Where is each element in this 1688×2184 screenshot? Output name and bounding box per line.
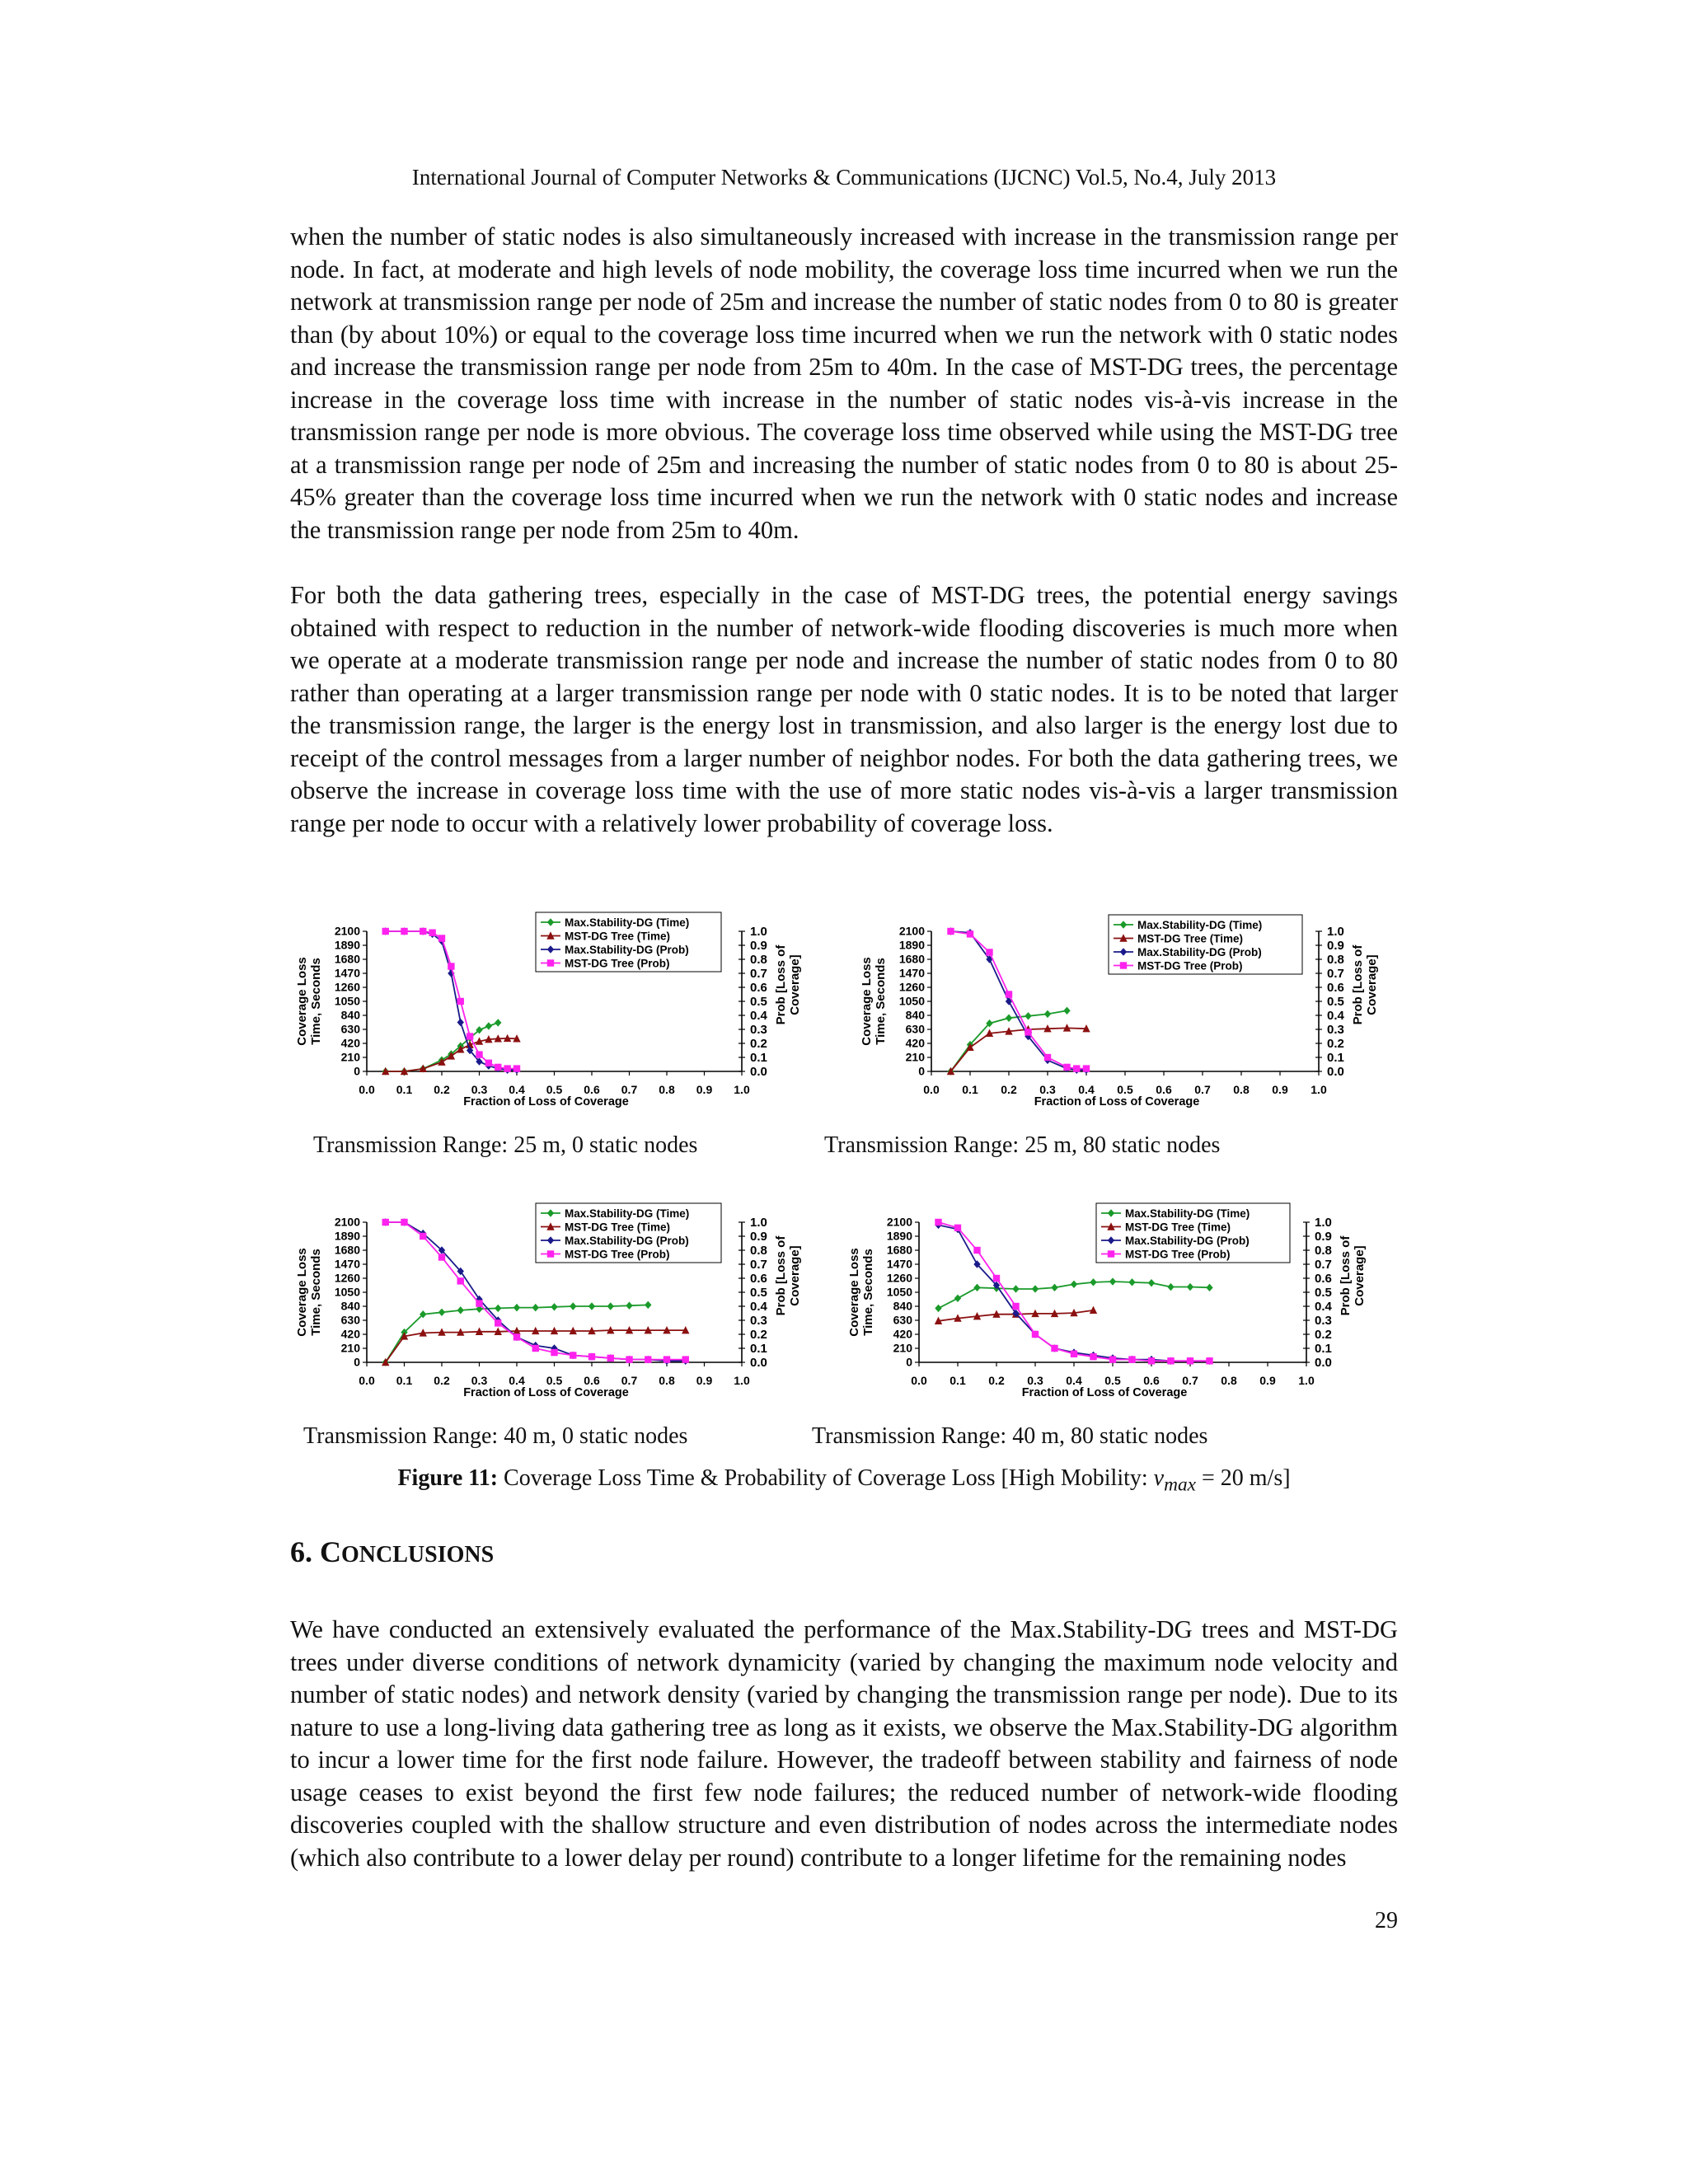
data-point <box>626 1356 632 1362</box>
data-point <box>457 1019 464 1026</box>
y-axis-label: Coverage Loss <box>847 1248 861 1337</box>
x-tick-label: 0.8 <box>659 1083 675 1096</box>
x-axis-label: Fraction of Loss of Coverage <box>463 1095 629 1108</box>
y2-tick-label: 0.6 <box>1315 1272 1332 1286</box>
series-1 <box>382 1019 502 1075</box>
series-1 <box>935 1277 1212 1312</box>
y-tick-label: 2100 <box>886 1215 912 1229</box>
y2-tick-label: 0.2 <box>750 1328 767 1342</box>
data-point <box>1012 1285 1019 1292</box>
y2-tick-label: 0.5 <box>1315 1286 1332 1300</box>
y2-tick-label: 0.7 <box>1315 1258 1332 1272</box>
data-point <box>935 1305 941 1312</box>
series-line <box>386 931 517 1070</box>
data-point <box>1051 1284 1057 1291</box>
series-line <box>386 931 517 1069</box>
data-point <box>495 1064 501 1071</box>
y-tick-label: 1890 <box>334 1229 360 1243</box>
data-point <box>532 1345 539 1352</box>
y-tick-label: 210 <box>893 1341 912 1355</box>
data-point <box>401 1219 407 1226</box>
y-tick-label: 630 <box>905 1022 925 1036</box>
y-tick-label: 1680 <box>334 952 360 966</box>
x-tick-label: 0.2 <box>434 1374 450 1387</box>
data-point <box>476 1300 482 1306</box>
y2-tick-label: 0.3 <box>750 1314 767 1328</box>
x-tick-label: 0.0 <box>911 1374 927 1387</box>
x-tick-label: 0.7 <box>1194 1083 1211 1096</box>
x-tick-label: 0.8 <box>659 1374 675 1387</box>
legend-label: MST-DG Tree (Prob) <box>565 1248 670 1261</box>
y-tick-label: 1890 <box>334 938 360 952</box>
legend-label: MST-DG Tree (Time) <box>1137 932 1244 945</box>
chart-caption-2: Transmission Range: 25 m, 80 static nodes <box>824 1132 1221 1158</box>
chart-25m-80-static <box>857 911 1401 1125</box>
y2-tick-label: 0.8 <box>750 1244 767 1258</box>
data-point <box>457 1306 464 1314</box>
y2-tick-label: 0.5 <box>750 1286 767 1300</box>
x-tick-label: 0.3 <box>1039 1083 1056 1096</box>
data-point <box>1063 1064 1070 1071</box>
data-point <box>663 1356 670 1362</box>
data-point <box>1044 1010 1051 1018</box>
y2-tick-label: 0.9 <box>1327 939 1344 953</box>
legend-label: MST-DG Tree (Prob) <box>565 957 670 970</box>
y-tick-label: 1050 <box>334 994 360 1008</box>
x-tick-label: 0.8 <box>1233 1083 1250 1096</box>
data-point <box>973 1247 980 1254</box>
legend-label: MST-DG Tree (Time) <box>565 1221 671 1234</box>
data-point <box>935 1219 941 1226</box>
data-point <box>1063 1007 1070 1015</box>
x-tick-label: 0.0 <box>359 1083 375 1096</box>
data-point <box>382 1219 389 1226</box>
legend-label: Max.Stability-DG (Prob) <box>1137 946 1262 958</box>
y-axis-label: Time, Seconds <box>861 1249 875 1336</box>
data-point <box>570 1302 576 1310</box>
data-point <box>645 1301 651 1309</box>
data-point <box>1073 1065 1080 1071</box>
y2-axis-label: Coverage] <box>788 1245 802 1306</box>
y-tick-label: 2100 <box>898 924 925 938</box>
data-point <box>513 1333 520 1340</box>
y-tick-label: 0 <box>906 1355 912 1369</box>
y2-tick-label: 0.6 <box>750 981 767 995</box>
data-point <box>495 1019 501 1026</box>
chart-caption-4: Transmission Range: 40 m, 80 static nodes <box>812 1423 1208 1449</box>
body-paragraph-2: For both the data gathering trees, especially in the case of MST-DG trees, the potential energy savings obtained with respect to reduction in the number of network-wide flooding discoveries is much more when we operate at a moderate transmission range per node and increase the number of static nodes from 0 to 80 rather than operating at a larger transmission range per node with 0 static nodes. It is to be noted that larger the transmission range, the larger is the energy lost in transmission, and also larger is the energy lost due to receipt of the control messages from a larger number of neighbor nodes. For both the data gathering trees, we observe the increase in coverage loss time with the use of more static nodes vis-à-vis a larger transmission range per node to occur with a relatively lower probability of coverage loss. <box>290 581 1398 837</box>
data-point <box>1187 1283 1193 1291</box>
y2-tick-label: 0.0 <box>750 1356 767 1370</box>
section-number: 6. <box>290 1535 320 1568</box>
data-point <box>1206 1357 1212 1364</box>
data-point <box>495 1305 501 1312</box>
y2-axis-label: Coverage] <box>1353 1245 1367 1306</box>
section-first-letter: C <box>320 1535 341 1568</box>
y2-axis-label: Prob [Loss of <box>1351 944 1365 1025</box>
x-tick-label: 1.0 <box>734 1083 750 1096</box>
data-point <box>438 1254 445 1260</box>
x-tick-label: 0.9 <box>1259 1374 1276 1387</box>
data-point <box>1148 1279 1155 1286</box>
y-tick-label: 630 <box>893 1313 912 1327</box>
x-tick-label: 0.0 <box>923 1083 940 1096</box>
data-point <box>1071 1281 1077 1288</box>
y-tick-label: 1470 <box>898 966 925 980</box>
page-number: 29 <box>1375 1908 1398 1933</box>
chart-caption-3: Transmission Range: 40 m, 0 static nodes <box>303 1423 688 1449</box>
data-point <box>551 1303 557 1310</box>
x-tick-label: 0.6 <box>1143 1374 1160 1387</box>
data-point <box>607 1302 614 1310</box>
data-point <box>429 930 435 936</box>
y2-tick-label: 1.0 <box>750 925 767 939</box>
data-point <box>1051 1345 1057 1352</box>
series-3 <box>947 927 1090 1074</box>
y2-axis-label: Prob [Loss of <box>774 944 788 1025</box>
figure-caption <box>0 1465 1688 1497</box>
data-point <box>570 1352 576 1358</box>
data-point <box>1025 1029 1031 1035</box>
legend <box>536 1203 721 1263</box>
data-point <box>438 935 445 941</box>
chart-40m-0-static <box>293 1202 802 1416</box>
y2-tick-label: 0.0 <box>750 1065 767 1079</box>
x-axis-label: Fraction of Loss of Coverage <box>463 1386 629 1399</box>
data-point <box>457 998 464 1005</box>
data-point <box>485 1060 492 1066</box>
data-point <box>1032 1285 1039 1292</box>
legend-label: MST-DG Tree (Prob) <box>1125 1248 1231 1261</box>
x-tick-label: 0.4 <box>1078 1083 1095 1096</box>
x-tick-label: 0.3 <box>1027 1374 1043 1387</box>
figure-caption-subscript: max <box>1164 1474 1196 1496</box>
y2-tick-label: 0.9 <box>750 939 767 953</box>
data-point <box>1006 1015 1012 1022</box>
y-tick-label: 210 <box>340 1050 360 1064</box>
y2-tick-label: 0.5 <box>1327 995 1344 1009</box>
legend <box>1096 1203 1290 1263</box>
y-tick-label: 1890 <box>898 938 925 952</box>
data-point <box>1206 1284 1212 1291</box>
data-point <box>1109 1356 1116 1362</box>
legend-marker <box>1108 1250 1114 1257</box>
chart-25m-0-static <box>293 911 802 1125</box>
y-tick-label: 1470 <box>334 966 360 980</box>
data-point <box>1128 1356 1135 1362</box>
x-tick-label: 0.5 <box>546 1083 563 1096</box>
data-point <box>495 1319 501 1326</box>
data-point <box>967 930 973 937</box>
data-point <box>485 1022 492 1029</box>
y2-tick-label: 0.2 <box>750 1037 767 1051</box>
x-tick-label: 0.4 <box>509 1083 525 1096</box>
data-point <box>1109 1277 1116 1285</box>
data-point <box>645 1356 651 1362</box>
body-paragraph-3: We have conducted an extensively evaluated the performance of the Max.Stability-DG trees and MST-DG trees under diverse conditions of network dynamicity (varied by changing the maximum node velocity and number of static nodes) and network density (varied by changing the transmission range per node). Due to its nature to use a long-living data gathering tree as long as it exists, we observe the Max.Stability-DG algorithm to incur a lower time for the first node failure. However, the tradeoff between stability and fairness of node usage ceases to exist beyond the first few node failures; the reduced number of network-wide flooding discoveries coupled with the shallow structure and even distribution of nodes across the intermediate nodes (which also contribute to a lower delay per round) contribute to a longer lifetime for the remaining nodes <box>290 1615 1398 1872</box>
y2-tick-label: 0.0 <box>1327 1065 1344 1079</box>
y-tick-label: 630 <box>340 1313 360 1327</box>
x-tick-label: 0.9 <box>1272 1083 1288 1096</box>
x-tick-label: 0.2 <box>1001 1083 1017 1096</box>
figure-caption-variable: v <box>1153 1465 1165 1491</box>
y-axis-label: Coverage Loss <box>295 1248 309 1337</box>
y-tick-label: 210 <box>340 1341 360 1355</box>
y-tick-label: 2100 <box>334 1215 360 1229</box>
data-point <box>401 928 407 935</box>
y-tick-label: 1260 <box>886 1271 912 1285</box>
x-tick-label: 0.6 <box>584 1374 600 1387</box>
y2-tick-label: 0.3 <box>750 1023 767 1037</box>
legend-marker <box>1120 962 1127 968</box>
data-point <box>954 1225 961 1231</box>
y2-tick-label: 0.4 <box>1327 1009 1344 1023</box>
y-tick-label: 210 <box>905 1050 925 1064</box>
x-tick-label: 0.4 <box>1066 1374 1082 1387</box>
x-axis-label: Fraction of Loss of Coverage <box>1034 1095 1200 1108</box>
y-tick-label: 1470 <box>334 1257 360 1271</box>
data-point <box>947 928 954 935</box>
y2-tick-label: 0.6 <box>1327 981 1344 995</box>
y-tick-label: 840 <box>893 1299 912 1313</box>
chart-40m-80-static <box>845 1202 1401 1416</box>
y-axis-label: Time, Seconds <box>309 958 323 1045</box>
data-point <box>513 1304 520 1311</box>
y-tick-label: 630 <box>340 1022 360 1036</box>
series-1 <box>947 1007 1070 1076</box>
data-point <box>1148 1357 1155 1364</box>
data-point <box>1128 1278 1135 1286</box>
y2-tick-label: 1.0 <box>1327 925 1344 939</box>
legend-label: Max.Stability-DG (Time) <box>565 916 690 929</box>
y2-tick-label: 0.5 <box>750 995 767 1009</box>
legend <box>536 912 721 972</box>
y-tick-label: 1260 <box>334 1271 360 1285</box>
y2-tick-label: 0.7 <box>750 967 767 981</box>
legend-label: MST-DG Tree (Time) <box>565 930 671 943</box>
x-tick-label: 0.9 <box>696 1083 713 1096</box>
x-tick-label: 0.9 <box>696 1374 713 1387</box>
legend-label: Max.Stability-DG (Time) <box>1125 1207 1250 1220</box>
y2-axis-label: Prob [Loss of <box>774 1235 788 1316</box>
x-tick-label: 0.3 <box>471 1083 488 1096</box>
data-point <box>986 949 992 955</box>
data-point <box>1090 1278 1096 1286</box>
x-tick-label: 0.5 <box>546 1374 563 1387</box>
y-tick-label: 1680 <box>898 952 925 966</box>
x-tick-label: 0.6 <box>584 1083 600 1096</box>
data-point <box>1167 1283 1174 1291</box>
data-point <box>467 1033 473 1039</box>
y2-tick-label: 0.1 <box>1315 1342 1332 1356</box>
x-tick-label: 1.0 <box>734 1374 750 1387</box>
legend-label: Max.Stability-DG (Prob) <box>565 1235 689 1247</box>
data-point <box>973 1284 980 1291</box>
y2-tick-label: 0.7 <box>750 1258 767 1272</box>
y2-tick-label: 0.7 <box>1327 967 1344 981</box>
x-tick-label: 0.1 <box>950 1374 966 1387</box>
legend-label: Max.Stability-DG (Prob) <box>1125 1235 1250 1247</box>
y2-tick-label: 0.1 <box>750 1342 767 1356</box>
x-axis-label: Fraction of Loss of Coverage <box>1021 1386 1188 1399</box>
data-point <box>438 1309 445 1316</box>
figure-caption-text: Coverage Loss Time & Probability of Coverage Loss [High Mobility: <box>498 1465 1154 1491</box>
y2-tick-label: 0.8 <box>1327 953 1344 967</box>
data-point <box>1090 1353 1096 1360</box>
x-tick-label: 0.1 <box>396 1374 413 1387</box>
y-tick-label: 0 <box>354 1355 360 1369</box>
x-tick-label: 0.7 <box>1182 1374 1198 1387</box>
y-tick-label: 420 <box>905 1036 925 1050</box>
y-tick-label: 840 <box>340 1008 360 1022</box>
y2-tick-label: 0.4 <box>750 1300 767 1314</box>
x-tick-label: 1.0 <box>1311 1083 1327 1096</box>
x-tick-label: 0.7 <box>621 1083 638 1096</box>
y-tick-label: 1260 <box>898 980 925 994</box>
x-tick-label: 0.0 <box>359 1374 375 1387</box>
y2-tick-label: 1.0 <box>1315 1216 1332 1230</box>
y2-axis-label: Coverage] <box>1365 954 1379 1015</box>
y2-axis-label: Prob [Loss of <box>1339 1235 1353 1316</box>
y2-tick-label: 0.0 <box>1315 1356 1332 1370</box>
y2-tick-label: 0.8 <box>1315 1244 1332 1258</box>
data-point <box>420 1233 426 1240</box>
x-tick-label: 0.4 <box>509 1374 525 1387</box>
chart-caption-1: Transmission Range: 25 m, 0 static nodes <box>313 1132 698 1158</box>
data-point <box>504 1065 510 1071</box>
y2-tick-label: 0.1 <box>1327 1051 1344 1065</box>
data-point <box>954 1295 961 1302</box>
legend <box>1109 915 1302 974</box>
data-point <box>1032 1331 1039 1338</box>
y-tick-label: 420 <box>340 1327 360 1341</box>
section-title-rest: ONCLUSIONS <box>341 1542 495 1568</box>
x-tick-label: 0.1 <box>396 1083 413 1096</box>
y-axis-label: Coverage Loss <box>860 957 874 1046</box>
data-point <box>588 1353 595 1360</box>
data-point <box>1044 1054 1051 1061</box>
y-tick-label: 420 <box>340 1036 360 1050</box>
data-point <box>532 1304 539 1311</box>
y2-tick-label: 1.0 <box>750 1216 767 1230</box>
y2-tick-label: 0.9 <box>750 1230 767 1244</box>
data-point <box>1071 1351 1077 1357</box>
x-tick-label: 0.2 <box>434 1083 450 1096</box>
y-axis-label: Time, Seconds <box>309 1249 323 1336</box>
x-tick-label: 0.1 <box>962 1083 978 1096</box>
legend-label: MST-DG Tree (Time) <box>1125 1221 1231 1234</box>
body-paragraph-1: when the number of static nodes is also simultaneously increased with increase in the transmission range per node. In fact, at moderate and high levels of node mobility, the coverage loss time incurred when we run the network at transmission range per node of 25m and increase the number of static nodes from 0 to 80 is greater than (by about 10%) or equal to the coverage loss time incurred when we run the network with 0 static nodes and increase the transmission range per node from 25m to 40m. In the case of MST-DG trees, the percentage increase in the coverage loss time with increase in the number of static nodes vis-à-vis increase in the transmission range per node is more obvious. The coverage loss time observed while using the MST-DG tree at a transmission range per node of 25m and increasing the number of static nodes from 0 to 80 is about 25-45% greater than the coverage loss time incurred when we run the network with 0 static nodes and increase the transmission range per node from 25m to 40m. <box>290 223 1398 544</box>
data-point <box>607 1355 614 1361</box>
y-tick-label: 1680 <box>886 1243 912 1257</box>
x-tick-label: 0.8 <box>1221 1374 1237 1387</box>
x-tick-label: 0.2 <box>988 1374 1005 1387</box>
y-tick-label: 0 <box>354 1064 360 1078</box>
y-axis-label: Time, Seconds <box>874 958 888 1045</box>
data-point <box>993 1275 1000 1282</box>
y2-tick-label: 0.6 <box>750 1272 767 1286</box>
x-tick-label: 1.0 <box>1298 1374 1315 1387</box>
y-tick-label: 0 <box>918 1064 925 1078</box>
y2-tick-label: 0.4 <box>750 1009 767 1023</box>
x-tick-label: 0.5 <box>1104 1374 1121 1387</box>
data-point <box>476 1051 482 1057</box>
y-tick-label: 1050 <box>898 994 925 1008</box>
y2-tick-label: 0.8 <box>750 953 767 967</box>
section-heading <box>290 1535 494 1569</box>
x-tick-label: 0.5 <box>1117 1083 1133 1096</box>
x-tick-label: 0.3 <box>471 1374 488 1387</box>
data-point <box>513 1065 520 1071</box>
y-axis-label: Coverage Loss <box>295 957 309 1046</box>
y-tick-label: 420 <box>893 1327 912 1341</box>
y2-tick-label: 0.3 <box>1315 1314 1332 1328</box>
y2-tick-label: 0.3 <box>1327 1023 1344 1037</box>
data-point <box>551 1349 557 1356</box>
y2-tick-label: 0.4 <box>1315 1300 1332 1314</box>
figure-caption-end: = 20 m/s] <box>1195 1465 1291 1491</box>
legend-marker <box>547 959 554 966</box>
y-tick-label: 1470 <box>886 1257 912 1271</box>
legend-marker <box>547 1250 554 1257</box>
data-point <box>382 928 389 935</box>
data-point <box>448 963 454 969</box>
data-point <box>626 1301 632 1309</box>
y-tick-label: 1260 <box>334 980 360 994</box>
data-point <box>420 928 426 935</box>
x-tick-label: 0.7 <box>621 1374 638 1387</box>
y-tick-label: 1050 <box>334 1285 360 1299</box>
data-point <box>1006 991 1012 997</box>
legend-label: MST-DG Tree (Prob) <box>1137 959 1243 972</box>
y2-tick-label: 0.1 <box>750 1051 767 1065</box>
x-tick-label: 0.6 <box>1156 1083 1172 1096</box>
legend-label: Max.Stability-DG (Prob) <box>565 944 689 956</box>
journal-header: International Journal of Computer Networks & Communications (IJCNC) Vol.5, No.4, July 2013 <box>411 165 1277 190</box>
data-point <box>682 1356 689 1362</box>
y2-tick-label: 0.2 <box>1327 1037 1344 1051</box>
y2-tick-label: 0.9 <box>1315 1230 1332 1244</box>
y-tick-label: 1890 <box>886 1229 912 1243</box>
y-tick-label: 840 <box>340 1299 360 1313</box>
y-tick-label: 840 <box>905 1008 925 1022</box>
data-point <box>1090 1306 1097 1314</box>
data-point <box>588 1302 595 1310</box>
data-point <box>1025 1012 1031 1019</box>
data-point <box>1083 1065 1090 1071</box>
data-point <box>457 1277 464 1284</box>
y-tick-label: 2100 <box>334 924 360 938</box>
legend-label: Max.Stability-DG (Time) <box>565 1207 690 1220</box>
y2-tick-label: 0.2 <box>1315 1328 1332 1342</box>
data-point <box>1167 1357 1174 1364</box>
y-tick-label: 1050 <box>886 1285 912 1299</box>
y2-axis-label: Coverage] <box>788 954 802 1015</box>
legend-label: Max.Stability-DG (Time) <box>1137 919 1263 931</box>
figure-label: Figure 11: <box>397 1465 499 1491</box>
data-point <box>1012 1303 1019 1310</box>
y-tick-label: 1680 <box>334 1243 360 1257</box>
data-point <box>1187 1357 1193 1364</box>
